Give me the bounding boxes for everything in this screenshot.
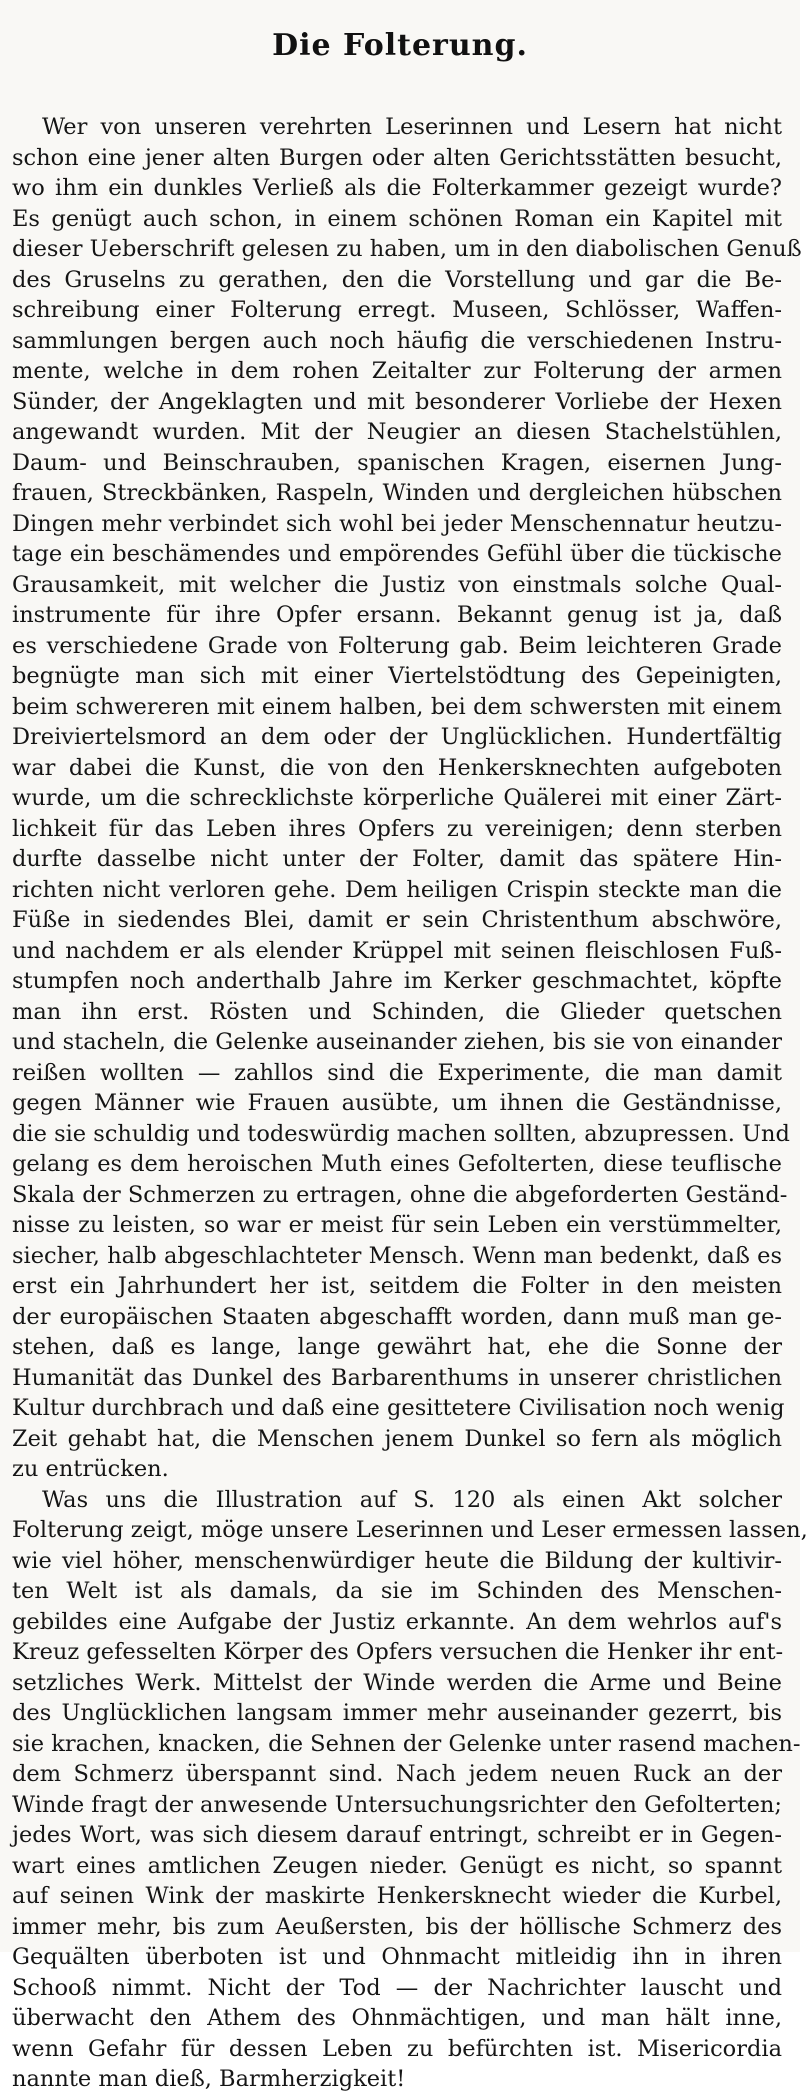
- text-line: Winde fragt der anwesende Untersuchungsrichter den Gefolterten;: [12, 1791, 782, 1818]
- text-line: jedes Wort, was sich diesem darauf entringt, schreibt er in Gegen-: [12, 1822, 782, 1848]
- text-line: schon eine jener alten Burgen oder alten Gerichtsstätten besucht,: [12, 144, 782, 171]
- text-line: und stacheln, die Gelenke auseinander ziehen, bis sie von einander: [12, 1029, 782, 1055]
- text-line: reißen wollten — zahllos sind die Experimente, die man damit: [12, 1059, 782, 1086]
- text-line: Es genügt auch schon, in einem schönen Roman ein Kapitel mit: [12, 205, 782, 232]
- text-line: des Gruselns zu gerathen, den die Vorstellung und gar die Be-: [12, 266, 782, 293]
- text-line: zu entrücken.: [12, 1456, 169, 1482]
- text-line: mente, welche in dem rohen Zeitalter zur Folterung der armen: [12, 358, 782, 384]
- text-line: Schooß nimmt. Nicht der Tod — der Nachrichter lauscht und: [12, 1974, 782, 2001]
- text-line: wo ihm ein dunkles Verließ als die Folterkammer gezeigt wurde?: [12, 175, 782, 201]
- text-line: begnügte man sich mit einer Viertelstödtung des Gepeinigten,: [12, 663, 782, 689]
- text-line: frauen, Streckbänken, Raspeln, Winden und dergleichen hübschen: [12, 480, 782, 506]
- paragraph: [12, 112, 802, 1485]
- text-line: und nachdem er als elender Krüppel mit seinen fleischlosen Fuß-: [12, 937, 782, 964]
- text-line: Dingen mehr verbindet sich wohl bei jeder Menschennatur heutzu-: [12, 510, 782, 537]
- text-line: Gequälten überboten ist und Ohnmacht mitleidig ihn in ihren: [12, 1944, 782, 1970]
- text-line: nisse zu leisten, so war er meist für sein Leben ein verstümmelter,: [12, 1212, 782, 1238]
- text-line: sie krachen, knacken, die Sehnen der Gelenke unter rasend machen-: [12, 1730, 801, 1757]
- text-line: stumpfen noch anderthalb Jahre im Kerker geschmachtet, köpfte: [12, 968, 782, 994]
- text-line: gelang es dem heroischen Muth eines Gefolterten, diese teuflische: [12, 1151, 782, 1177]
- text-line: tage ein beschämendes und empörendes Gefühl über die tückische: [12, 541, 782, 567]
- text-line: ten Welt ist als damals, da sie im Schinden des Menschen-: [12, 1578, 782, 1604]
- text-line: auf seinen Wink der maskirte Henkersknecht wieder die Kurbel,: [12, 1883, 782, 1909]
- text-line: stehen, daß es lange, lange gewährt hat, ehe die Sonne der: [12, 1334, 782, 1360]
- text-line: die sie schuldig und todeswürdig machen sollten, abzupressen. Und: [12, 1120, 790, 1147]
- text-line: Was uns die Illustration auf S. 120 als einen Akt solcher: [42, 1486, 782, 1513]
- text-line: Grausamkeit, mit welcher die Justiz von einstmals solche Qual-: [12, 571, 782, 598]
- text-line: nannte man dieß, Barmherzigkeit!: [12, 2066, 406, 2092]
- text-line: angewandt wurden. Mit der Neugier an diesen Stachelstühlen,: [12, 419, 782, 445]
- text-line: lichkeit für das Leben ihres Opfers zu vereinigen; denn sterben: [12, 815, 782, 842]
- text-line: gebildes eine Aufgabe der Justiz erkannte. An dem wehrlos auf's: [12, 1608, 782, 1635]
- paragraph: [12, 1485, 808, 2095]
- text-line: Zeit gehabt hat, die Menschen jenem Dunkel so fern als möglich: [12, 1425, 782, 1452]
- text-line: man ihn erst. Rösten und Schinden, die Glieder quetschen: [12, 998, 782, 1025]
- text-line: der europäischen Staaten abgeschafft worden, dann muß man ge-: [12, 1303, 782, 1330]
- text-line: des Unglücklichen langsam immer mehr auseinander gezerrt, bis: [12, 1700, 782, 1726]
- text-line: gegen Männer wie Frauen ausübte, um ihnen die Geständnisse,: [12, 1090, 782, 1116]
- text-line: erst ein Jahrhundert her ist, seitdem die Folter in den meisten: [12, 1273, 782, 1299]
- article-body: [12, 112, 808, 2095]
- text-line: Daum- und Beinschrauben, spanischen Kragen, eisernen Jung-: [12, 449, 782, 476]
- text-line: richten nicht verloren gehe. Dem heiligen Crispin steckte man die: [12, 876, 782, 903]
- text-line: Skala der Schmerzen zu ertragen, ohne die abgeforderten Geständ-: [12, 1181, 788, 1208]
- text-line: siecher, halb abgeschlachteter Mensch. Wenn man bedenkt, daß es: [12, 1242, 782, 1269]
- text-line: Kreuz gefesselten Körper des Opfers versuchen die Henker ihr ent-: [12, 1639, 784, 1665]
- text-line: dieser Ueberschrift gelesen zu haben, um in den diabolischen Genuß: [12, 236, 802, 262]
- text-line: Sünder, der Angeklagten und mit besonderer Vorliebe der Hexen: [12, 388, 782, 415]
- text-line: Dreiviertelsmord an dem oder der Unglücklichen. Hundertfältig: [12, 724, 782, 750]
- text-line: wie viel höher, menschenwürdiger heute die Bildung der kultivir-: [12, 1547, 782, 1574]
- text-line: überwacht den Athem des Ohnmächtigen, und man hält inne,: [12, 2005, 782, 2031]
- text-line: war dabei die Kunst, die von den Henkersknechten aufgeboten: [12, 754, 782, 781]
- article-title: Die Folterung.: [272, 28, 528, 63]
- text-line: setzliches Werk. Mittelst der Winde werden die Arme und Beine: [12, 1669, 782, 1696]
- text-line: durfte dasselbe nicht unter der Folter, damit das spätere Hin-: [12, 846, 782, 872]
- text-line: dem Schmerz überspannt sind. Nach jedem neuen Ruck an der: [12, 1761, 782, 1787]
- text-line: immer mehr, bis zum Aeußersten, bis der höllische Schmerz des: [12, 1913, 782, 1940]
- text-line: sammlungen bergen auch noch häufig die verschiedenen Instru-: [12, 327, 782, 354]
- text-line: beim schwereren mit einem halben, bei dem schwersten mit einem: [12, 693, 782, 720]
- text-line: Kultur durchbrach und daß eine gesittetere Civilisation noch wenig: [12, 1395, 785, 1421]
- text-line: Füße in siedendes Blei, damit er sein Christenthum abschwöre,: [12, 907, 782, 933]
- text-line: wart eines amtlichen Zeugen nieder. Genügt es nicht, so spannt: [12, 1852, 782, 1879]
- text-line: wenn Gefahr für dessen Leben zu befürchten ist. Misericordia: [12, 2035, 782, 2062]
- text-line: schreibung einer Folterung erregt. Museen, Schlösser, Waffen-: [12, 297, 782, 323]
- text-line: Folterung zeigt, möge unsere Leserinnen und Leser ermessen lassen,: [12, 1517, 808, 1543]
- text-line: es verschiedene Grade von Folterung gab. Beim leichteren Grade: [12, 632, 782, 659]
- text-line: Humanität das Dunkel des Barbarenthums in unserer christlichen: [12, 1364, 782, 1391]
- text-line: Wer von unseren verehrten Leserinnen und Lesern hat nicht: [42, 114, 782, 140]
- text-line: wurde, um die schrecklichste körperliche Quälerei mit einer Zärt-: [12, 785, 782, 811]
- text-line: instrumente für ihre Opfer ersann. Bekannt genug ist ja, daß: [12, 602, 782, 628]
